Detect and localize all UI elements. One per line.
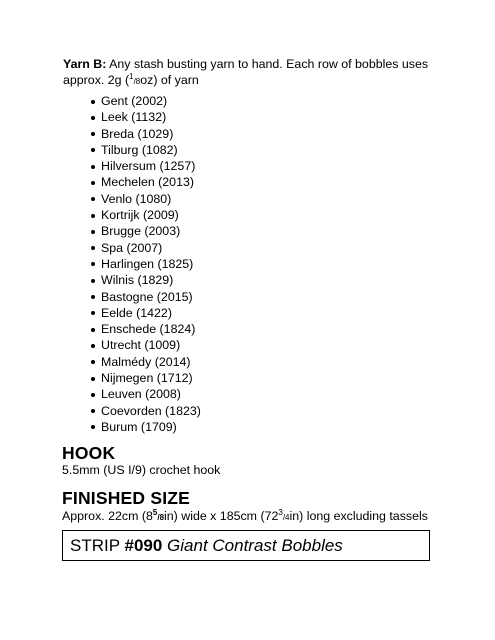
strip-title-box	[62, 530, 430, 561]
list-item: Hilversum (1257)	[101, 158, 201, 174]
strip-name: Giant Contrast Bobbles	[167, 536, 343, 555]
list-item: Utrecht (1009)	[101, 337, 201, 353]
list-item: Spa (2007)	[101, 240, 201, 256]
list-item: Nijmegen (1712)	[101, 370, 201, 386]
finished-size-heading: FINISHED SIZE	[62, 488, 191, 508]
size-text-part-1: Approx. 22cm (8	[62, 509, 153, 523]
hook-heading: HOOK	[62, 443, 116, 463]
list-item: Bastogne (2015)	[101, 289, 201, 305]
list-item: Venlo (1080)	[101, 191, 201, 207]
list-item: Malmédy (2014)	[101, 354, 201, 370]
list-item: Leek (1132)	[101, 109, 201, 125]
width-fraction-numerator: 5	[152, 508, 158, 517]
list-item: Coevorden (1823)	[101, 403, 201, 418]
yarn-b-text-after: oz) of yarn	[140, 73, 199, 87]
hook-description: 5.5mm (US I/9) crochet hook	[62, 463, 221, 477]
list-item: Mechelen (2013)	[101, 174, 201, 190]
list-item: Tilburg (1082)	[101, 142, 201, 158]
width-fraction	[153, 509, 164, 523]
list-item: Eelde (1422)	[101, 305, 201, 321]
yarn-b-fraction-numerator: 1	[129, 72, 134, 81]
length-fraction-denominator: /4	[282, 513, 290, 522]
finished-size-description	[62, 508, 428, 524]
size-text-part-3: in) long excluding tassels	[289, 509, 428, 523]
list-item: Gent (2002)	[101, 93, 201, 109]
list-item: Burum (1709)	[101, 419, 201, 435]
list-item: Brugge (2003)	[101, 223, 201, 239]
yarn-b-description	[63, 56, 443, 88]
yarn-b-fraction-denominator: /8	[133, 77, 141, 86]
list-item: Enschede (1824)	[101, 321, 201, 337]
yarn-b-text-before: Any stash busting yarn to hand. Each row of bobbles uses approx. 2g (	[63, 57, 429, 87]
strip-number: #090	[124, 536, 163, 555]
yarn-b-label: Yarn B:	[63, 57, 107, 71]
size-text-part-2: in) wide x 185cm (72	[164, 509, 279, 523]
width-fraction-denominator: /8	[157, 513, 165, 522]
list-item: Breda (1029)	[101, 126, 201, 142]
length-fraction-numerator: 3	[278, 508, 283, 517]
list-item: Harlingen (1825)	[101, 256, 201, 272]
list-item: Leuven (2008)	[101, 386, 201, 402]
list-item: Kortrijk (2009)	[101, 207, 201, 223]
strip-prefix: STRIP	[70, 536, 125, 555]
yarn-colour-list	[101, 93, 201, 435]
list-item: Wilnis (1829)	[101, 272, 201, 288]
